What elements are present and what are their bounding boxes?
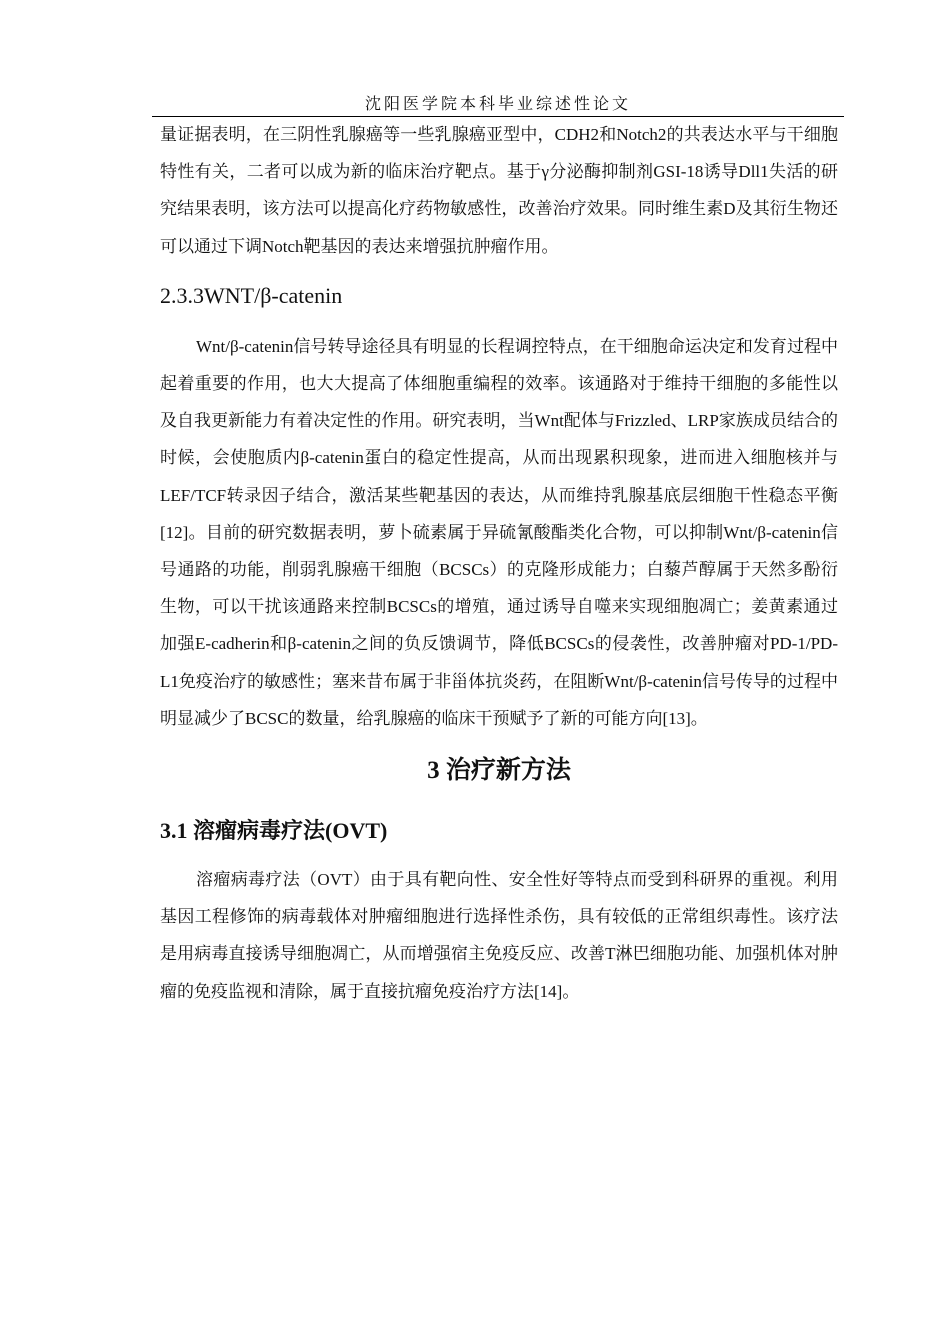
running-header: 沈阳医学院本科毕业综述性论文: [364, 94, 631, 113]
page-content: [160, 116, 838, 1010]
section-heading-3-1: 3.1 溶瘤病毒疗法(OVT): [160, 818, 388, 844]
section-heading-2-3-3: 2.3.3WNT/β-catenin: [160, 282, 343, 308]
chapter-heading-3: 3 治疗新方法: [427, 757, 571, 785]
paragraph-wnt: Wnt/β-catenin信号转导途径具有明显的长程调控特点，在干细胞命运决定和发育过程中起着重要的作用，也大大提高了体细胞重编程的效率。该通路对于维持干细胞的多能性以及自我更新能力有着决定性的作用。研究表明，当Wnt配体与Frizzled、LRP家族成员结合的时候，会使胞质内β-catenin蛋白的稳定性提高，从而出现累积现象，进而进入细胞核并与LEF/TCF转录因子结合，激活某些靶基因的表达，从而维持乳腺基底层细胞干性稳态平衡[12]。目前的研究数据表明，萝卜硫素属于异硫氰酸酯类化合物，可以抑制Wnt/β-catenin信号通路的功能，削弱乳腺癌干细胞（BCSCs）的克隆形成能力；白藜芦醇属于天然多酚衍生物，可以干扰该通路来控制BCSCs的增殖，通过诱导自噬来实现细胞凋亡；姜黄素通过加强E-cadherin和β-catenin之间的负反馈调节，降低BCSCs的侵袭性，改善肿瘤对PD-1/PD-L1免疫治疗的敏感性；塞来昔布属于非甾体抗炎药，在阻断Wnt/β-catenin信号传导的过程中明显减少了BCSC的数量，给乳腺癌的临床干预赋予了新的可能方向[13]。: [160, 336, 838, 728]
paragraph-notch-continued: 量证据表明，在三阴性乳腺癌等一些乳腺癌亚型中，CDH2和Notch2的共表达水平与干细胞特性有关，二者可以成为新的临床治疗靶点。基于γ分泌酶抑制剂GSI-18诱导Dll1失活的研究结果表明，该方法可以提高化疗药物敏感性，改善治疗效果。同时维生素D及其衍生物还可以通过下调Notch靶基因的表达来增强抗肿瘤作用。: [160, 125, 838, 256]
paragraph-ovt: 溶瘤病毒疗法（OVT）由于具有靶向性、安全性好等特点而受到科研界的重视。利用基因工程修饰的病毒载体对肿瘤细胞进行选择性杀伤，具有较低的正常组织毒性。该疗法是用病毒直接诱导细胞凋亡，从而增强宿主免疫反应、改善T淋巴细胞功能、加强机体对肿瘤的免疫监视和清除，属于直接抗瘤免疫治疗方法[14]。: [160, 870, 838, 1001]
